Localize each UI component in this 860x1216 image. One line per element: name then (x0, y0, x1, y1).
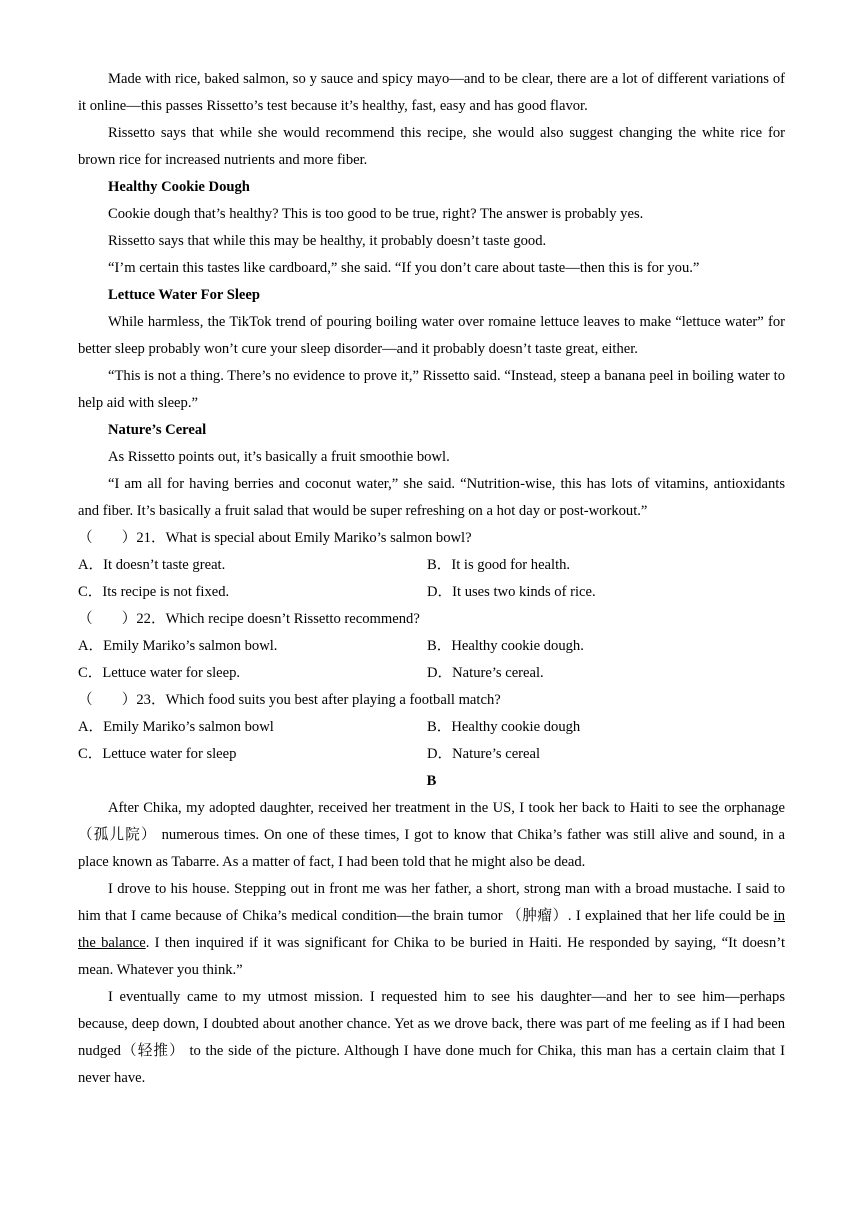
section-title: B (426, 773, 437, 789)
option-b: B．Healthy cookie dough. (427, 638, 584, 654)
paragraph: Rissetto says that while this may be healthy, it probably doesn’t taste good. (108, 233, 547, 249)
question-22 (78, 606, 785, 687)
paragraph: I eventually came to my utmost mission. I requested him to see his daughter—and her to see him—perhaps because, deep down, I doubted about another chance. Yet as we drove back, there was part of me feeling as if I had been nudged（轻推） to the side of the picture. Although I have done much for Chika, this man has a certain claim that I never have. (78, 989, 785, 1086)
paragraph: As Rissetto points out, it’s basically a fruit smoothie bowl. (108, 449, 450, 465)
question-23 (78, 687, 785, 768)
option-a: A．It doesn’t taste great. (78, 557, 226, 573)
question-stem: （ ）22．Which recipe doesn’t Rissetto recommend? (78, 611, 420, 627)
section-heading: Healthy Cookie Dough (108, 179, 250, 195)
option-row (78, 552, 785, 579)
underlined-phrase: in the balance (78, 908, 785, 951)
option-b: B．It is good for health. (427, 557, 571, 573)
option-d: D．Nature’s cereal (427, 746, 541, 762)
text-run: I drove to his house. Stepping out in front me was her father, a short, strong man with a broad mustache. I said to him that I came because of Chika’s medical condition—the brain tumor （肿瘤）. I explained that her life could be (78, 881, 785, 924)
question-stem: （ ）21．What is special about Emily Mariko’s salmon bowl? (78, 530, 472, 546)
paragraph: After Chika, my adopted daughter, received her treatment in the US, I took her back to Haiti to see the orphanage （孤儿院） numerous times. On one of these times, I got to know that Chika’s father was still alive and sound, in a place known as Tabarre. As a matter of fact, I had been told that he might also be dead. (78, 800, 785, 870)
question-stem: （ ）23．Which food suits you best after playing a football match? (78, 692, 501, 708)
option-b: B．Healthy cookie dough (427, 719, 581, 735)
section-heading: Nature’s Cereal (108, 422, 207, 438)
paragraph: Rissetto says that while she would recommend this recipe, she would also suggest changing the white rice for brown rice for increased nutrients and more fiber. (78, 125, 785, 168)
option-row (78, 714, 785, 741)
text-run: . I then inquired if it was significant for Chika to be buried in Haiti. He responded by saying, “It doesn’t mean. Whatever you think.” (78, 935, 785, 978)
option-c: C．Lettuce water for sleep (78, 746, 237, 762)
option-c: C．Its recipe is not fixed. (78, 584, 230, 600)
option-row (78, 633, 785, 660)
option-d: D．It uses two kinds of rice. (427, 584, 596, 600)
paragraph: Cookie dough that’s healthy? This is too good to be true, right? The answer is probably yes. (108, 206, 644, 222)
paragraph: Made with rice, baked salmon, so y sauce and spicy mayo—and to be clear, there are a lot of different variations of it online—this passes Rissetto’s test because it’s healthy, fast, easy and has good flavor. (78, 71, 785, 114)
paragraph: While harmless, the TikTok trend of pouring boiling water over romaine lettuce leaves to make “lettuce water” for better sleep probably won’t cure your sleep disorder—and it probably doesn’t taste great, either. (78, 314, 785, 357)
option-row (78, 741, 785, 768)
document-page (78, 66, 785, 1092)
option-a: A．Emily Mariko’s salmon bowl. (78, 638, 278, 654)
option-a: A．Emily Mariko’s salmon bowl (78, 719, 274, 735)
paragraph (78, 876, 785, 984)
paragraph: “This is not a thing. There’s no evidence to prove it,” Rissetto said. “Instead, steep a banana peel in boiling water to help aid with sleep.” (78, 368, 785, 411)
question-21 (78, 525, 785, 606)
option-row (78, 660, 785, 687)
option-d: D．Nature’s cereal. (427, 665, 544, 681)
paragraph: “I’m certain this tastes like cardboard,” she said. “If you don’t care about taste—then this is for you.” (108, 260, 700, 276)
paragraph: “I am all for having berries and coconut water,” she said. “Nutrition-wise, this has lots of vitamins, antioxidants and fiber. It’s basically a fruit salad that would be super refreshing on a hot day or post-workout.” (78, 476, 785, 519)
option-row (78, 579, 785, 606)
option-c: C．Lettuce water for sleep. (78, 665, 241, 681)
section-heading: Lettuce Water For Sleep (108, 287, 260, 303)
